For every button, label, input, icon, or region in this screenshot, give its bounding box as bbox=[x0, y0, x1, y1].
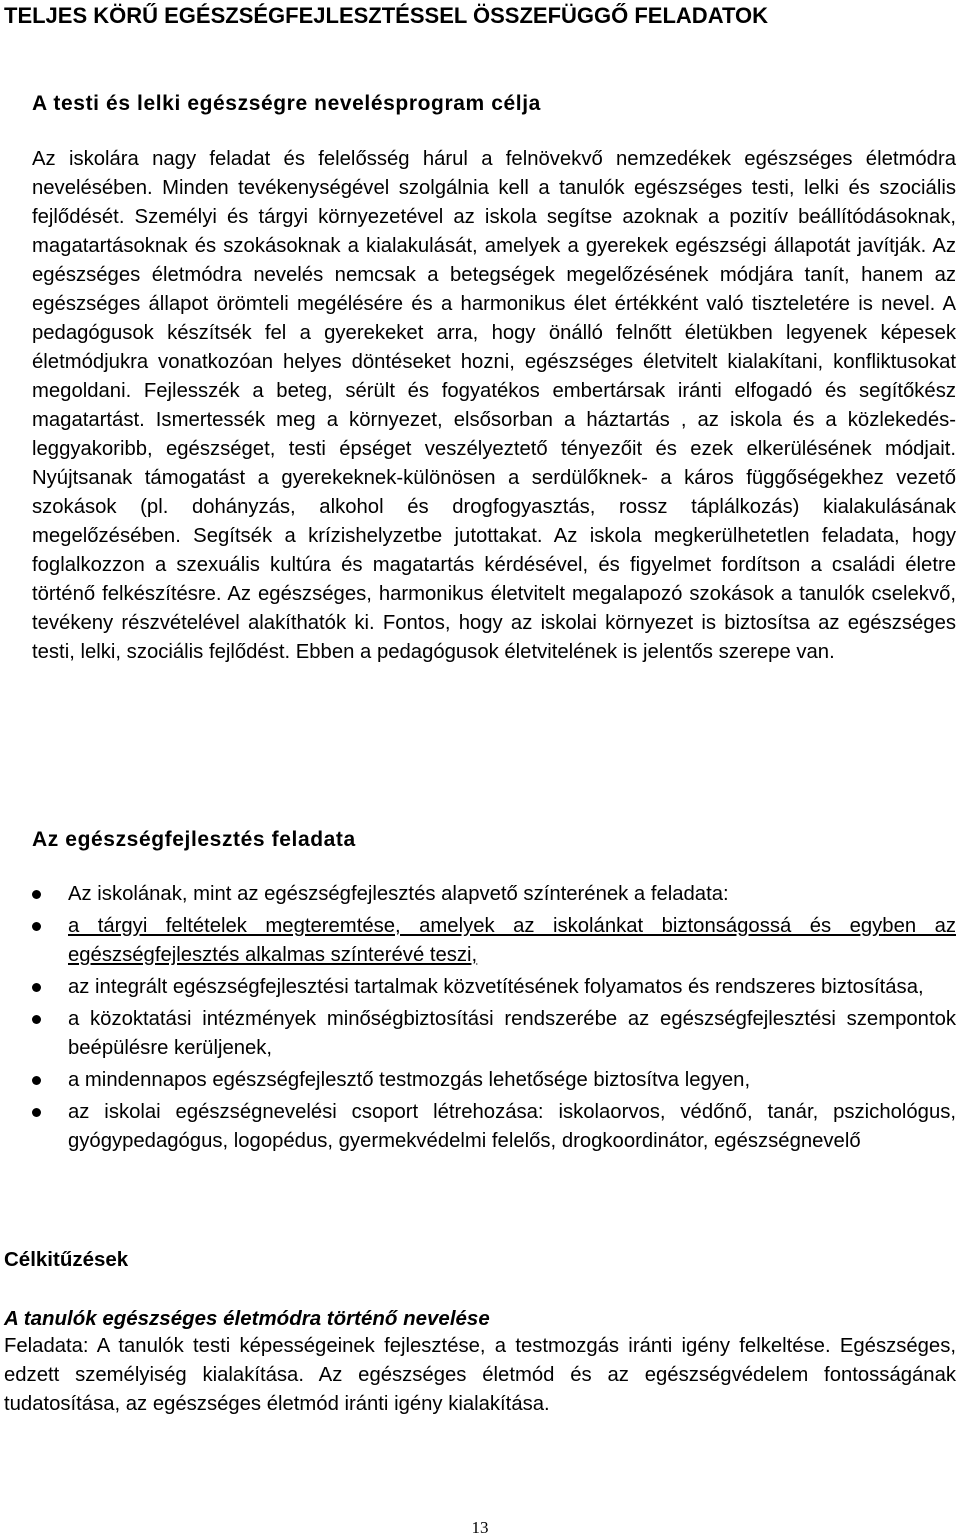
subsection-heading: A tanulók egészséges életmódra történő nevelése bbox=[4, 1307, 490, 1330]
list-item bbox=[32, 973, 956, 1002]
list-item bbox=[32, 1098, 956, 1156]
bullet-icon bbox=[32, 890, 41, 899]
document-title: TELJES KÖRŰ EGÉSZSÉGFEJLESZTÉSSEL ÖSSZEFÜGGŐ FELADATOK bbox=[4, 3, 768, 28]
section-paragraph-program-goal: Az iskolára nagy feladat és felelősség hárul a felnövekvő nemzedékek egészséges életmódra nevelésében. Minden tevékenységével szolgálnia kell a tanulók egészséges testi, lelki és szociális fejlődését. Személyi és tárgyi környezetével az iskola segítse azoknak a pozitív beállítódásoknak, magatartásoknak és szokásoknak a kialakulását, amelyek a gyerekek egészségi állapotát javítják. Az egészséges életmódra nevelés nemcsak a betegségek megelőzésének módjára tanít, hanem az egészséges állapot örömteli megélésére és a harmonikus élet értékként való tiszteletére is nevel. A pedagógusok készítsék fel a gyerekeket arra, hogy önálló felnőtt életükben legyenek képesek életmódjukra vonatkozóan helyes döntéseket hozni, egészséges életvitelt kialakítani, konfliktusokat megoldani. Fejlesszék a beteg, sérült és fogyatékos embertársak iránti elfogadó és segítőkész magatartást. Ismertessék meg a környezet, elsősorban a háztartás , az iskola és a közlekedés- leggyakoribb, egészséget, testi épséget veszélyeztető tényezőit és ezek elkerülésének módjait. Nyújtsanak támogatást a gyerekeknek-különösen a serdülőknek- a káros függőségekhez vezető szokások (pl. dohányzás, alkohol és drogfogyasztás, rossz táplálkozás) kialakulásának megelőzésében. Segítsék a krízishelyzetbe jutottakat. Az iskola megkerülhetetlen feladata, hogy foglalkozzon a szexuális kultúra és magatartás kérdésével, és figyelmet fordítson a családi életre történő felkészítésre. Az egészséges, harmonikus életvitelt megalapozó szokások a tanulók cselekvő, tevékeny részvételével alakíthatók ki. Fontos, hogy az iskolai környezet is biztosítsa az egészséges testi, lelki, szociális fejlődést. Ebben a pedagógusok életvitelének is jelentős szerepe van. bbox=[32, 148, 956, 663]
section-heading-health-promotion: Az egészségfejlesztés feladata bbox=[32, 828, 356, 851]
list-item-text: a tárgyi feltételek megteremtése, amelyek az iskolánkat biztonságossá és egyben az egészségfejlesztés alkalmas színterévé teszi, bbox=[68, 915, 956, 966]
bullet-icon bbox=[32, 1015, 41, 1024]
list-item-text: Az iskolának, mint az egészségfejlesztés alapvető színterének a feladata: bbox=[68, 883, 729, 905]
list-item bbox=[32, 880, 956, 909]
list-item-text: az iskolai egészségnevelési csoport létrehozása: iskolaorvos, védőnő, tanár, pszichológus, gyógypedagógus, logopédus, gyermekvédelmi felelős, drogkoordinátor, egészségnevelő bbox=[68, 1101, 956, 1152]
health-promotion-task-list bbox=[32, 880, 956, 1156]
list-item-text: a mindennapos egészségfejlesztő testmozgás lehetősége biztosítva legyen, bbox=[68, 1069, 751, 1091]
bullet-icon bbox=[32, 922, 41, 931]
list-item bbox=[32, 912, 956, 970]
subsection-paragraph: Feladata: A tanulók testi képességeinek fejlesztése, a testmozgás iránti igény felkeltése. Egészséges, edzett személyiség kialakítása. Az egészséges életmód és az egészségvédelem fontosságának tudatosítása, az egészséges életmód iránti igény kialakítása. bbox=[4, 1335, 956, 1415]
list-item-text: az integrált egészségfejlesztési tartalmak közvetítésének folyamatos és rendszeres biztosítása, bbox=[68, 976, 924, 998]
list-item bbox=[32, 1066, 956, 1095]
section-heading-program-goal: A testi és lelki egészségre nevelésprogram célja bbox=[32, 92, 541, 115]
page-number: 13 bbox=[471, 1518, 489, 1537]
goals-heading: Célkitűzések bbox=[4, 1248, 129, 1271]
bullet-icon bbox=[32, 983, 41, 992]
bullet-icon bbox=[32, 1076, 41, 1085]
list-item-text: a közoktatási intézmények minőségbiztosítási rendszerébe az egészségfejlesztési szempontok beépülésre kerüljenek, bbox=[68, 1008, 956, 1059]
list-item bbox=[32, 1005, 956, 1063]
bullet-icon bbox=[32, 1108, 41, 1117]
